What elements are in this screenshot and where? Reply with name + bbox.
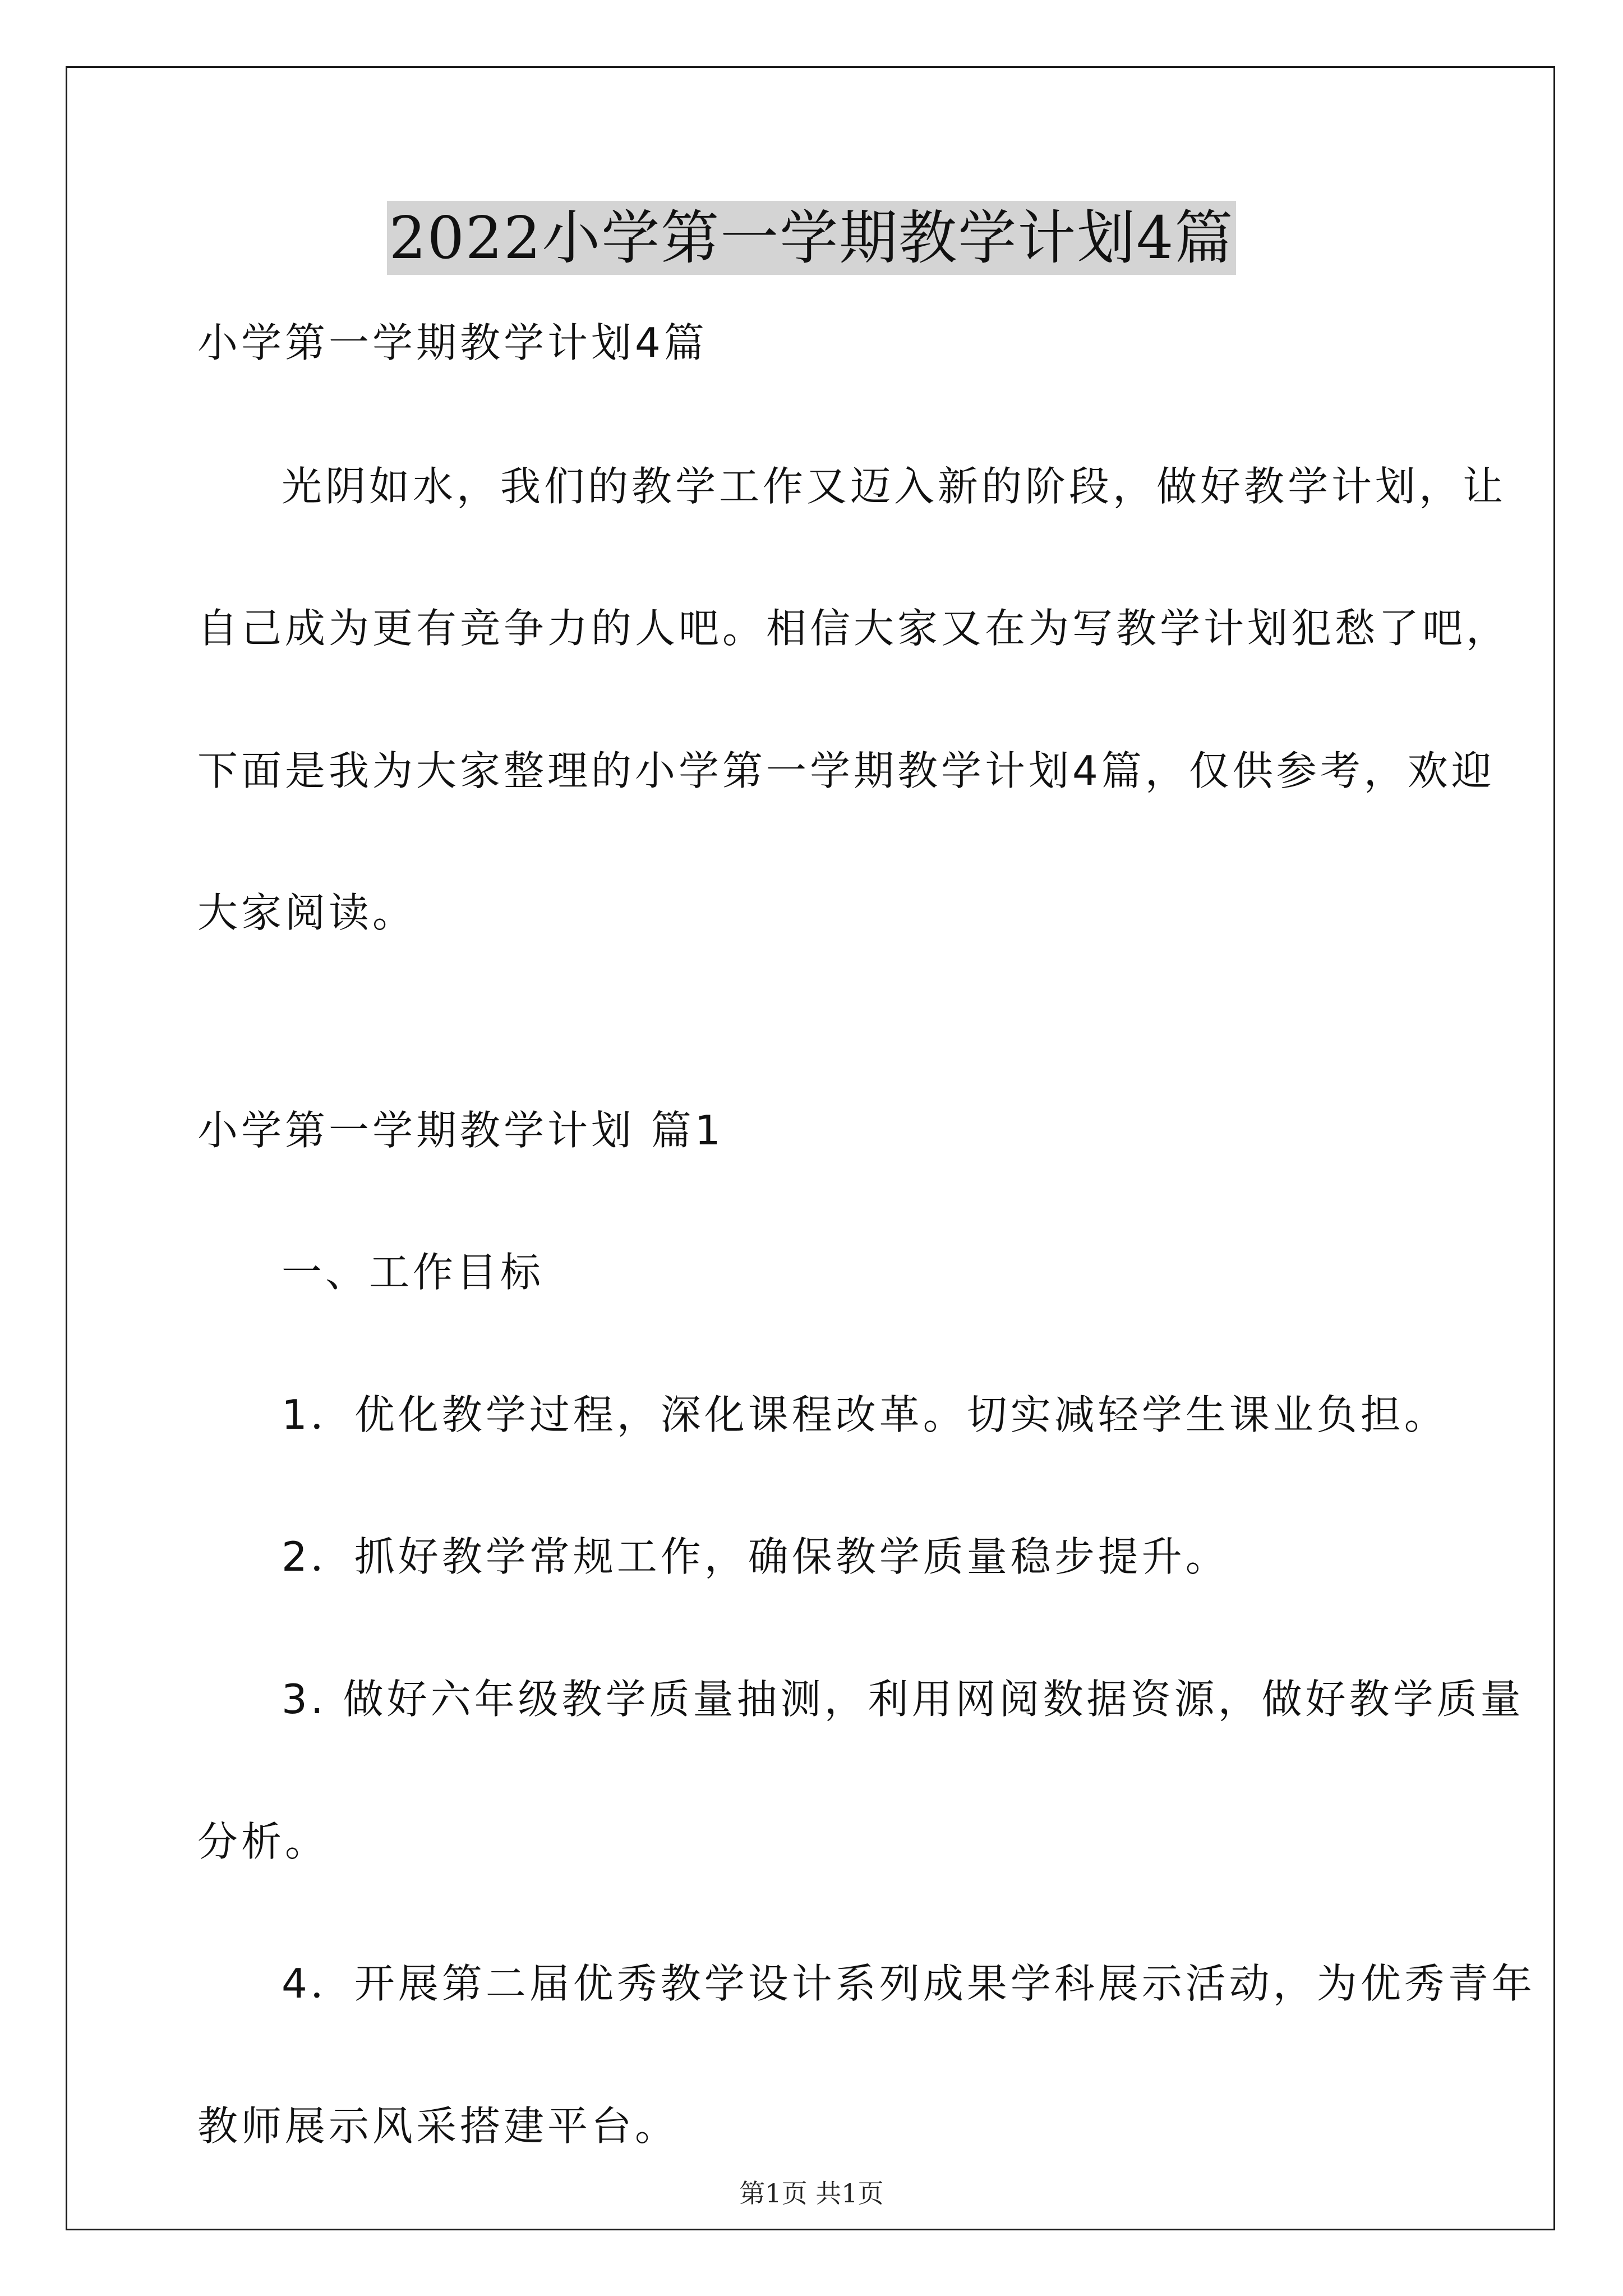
page-footer: 第1页 共1页 [739, 2178, 884, 2208]
list-item-4-cont: 教师展示风采搭建平台。 [197, 2102, 679, 2150]
intro-line-3: 下面是我为大家整理的小学第一学期教学计划4篇，仅供参考，欢迎 [197, 747, 1495, 794]
intro-line-1: 光阴如水，我们的教学工作又迈入新的阶段，做好教学计划，让 [282, 463, 1507, 510]
intro-line-2: 自己成为更有竞争力的人吧。相信大家又在为写教学计划犯愁了吧， [197, 605, 1510, 652]
list-item-4: 4．开展第二届优秀教学设计系列成果学科展示活动，为优秀青年 [282, 1960, 1536, 2007]
list-item-2: 2．抓好教学常规工作，确保教学质量稳步提升。 [282, 1533, 1229, 1580]
list-item-1: 1．优化教学过程，深化课程改革。切实减轻学生课业负担。 [282, 1391, 1448, 1438]
section-subheading: 一、工作目标 [282, 1249, 545, 1296]
title-container [0, 201, 1623, 275]
list-item-3: 3. 做好六年级教学质量抽测，利用网阅数据资源，做好教学质量 [282, 1676, 1524, 1723]
document-title: 2022小学第一学期教学计划4篇 [387, 201, 1237, 275]
intro-line-4: 大家阅读。 [197, 889, 417, 936]
subtitle: 小学第一学期教学计划4篇 [197, 319, 708, 366]
section-heading: 小学第一学期教学计划 篇1 [197, 1107, 724, 1154]
list-item-3-cont: 分析。 [197, 1818, 329, 1865]
